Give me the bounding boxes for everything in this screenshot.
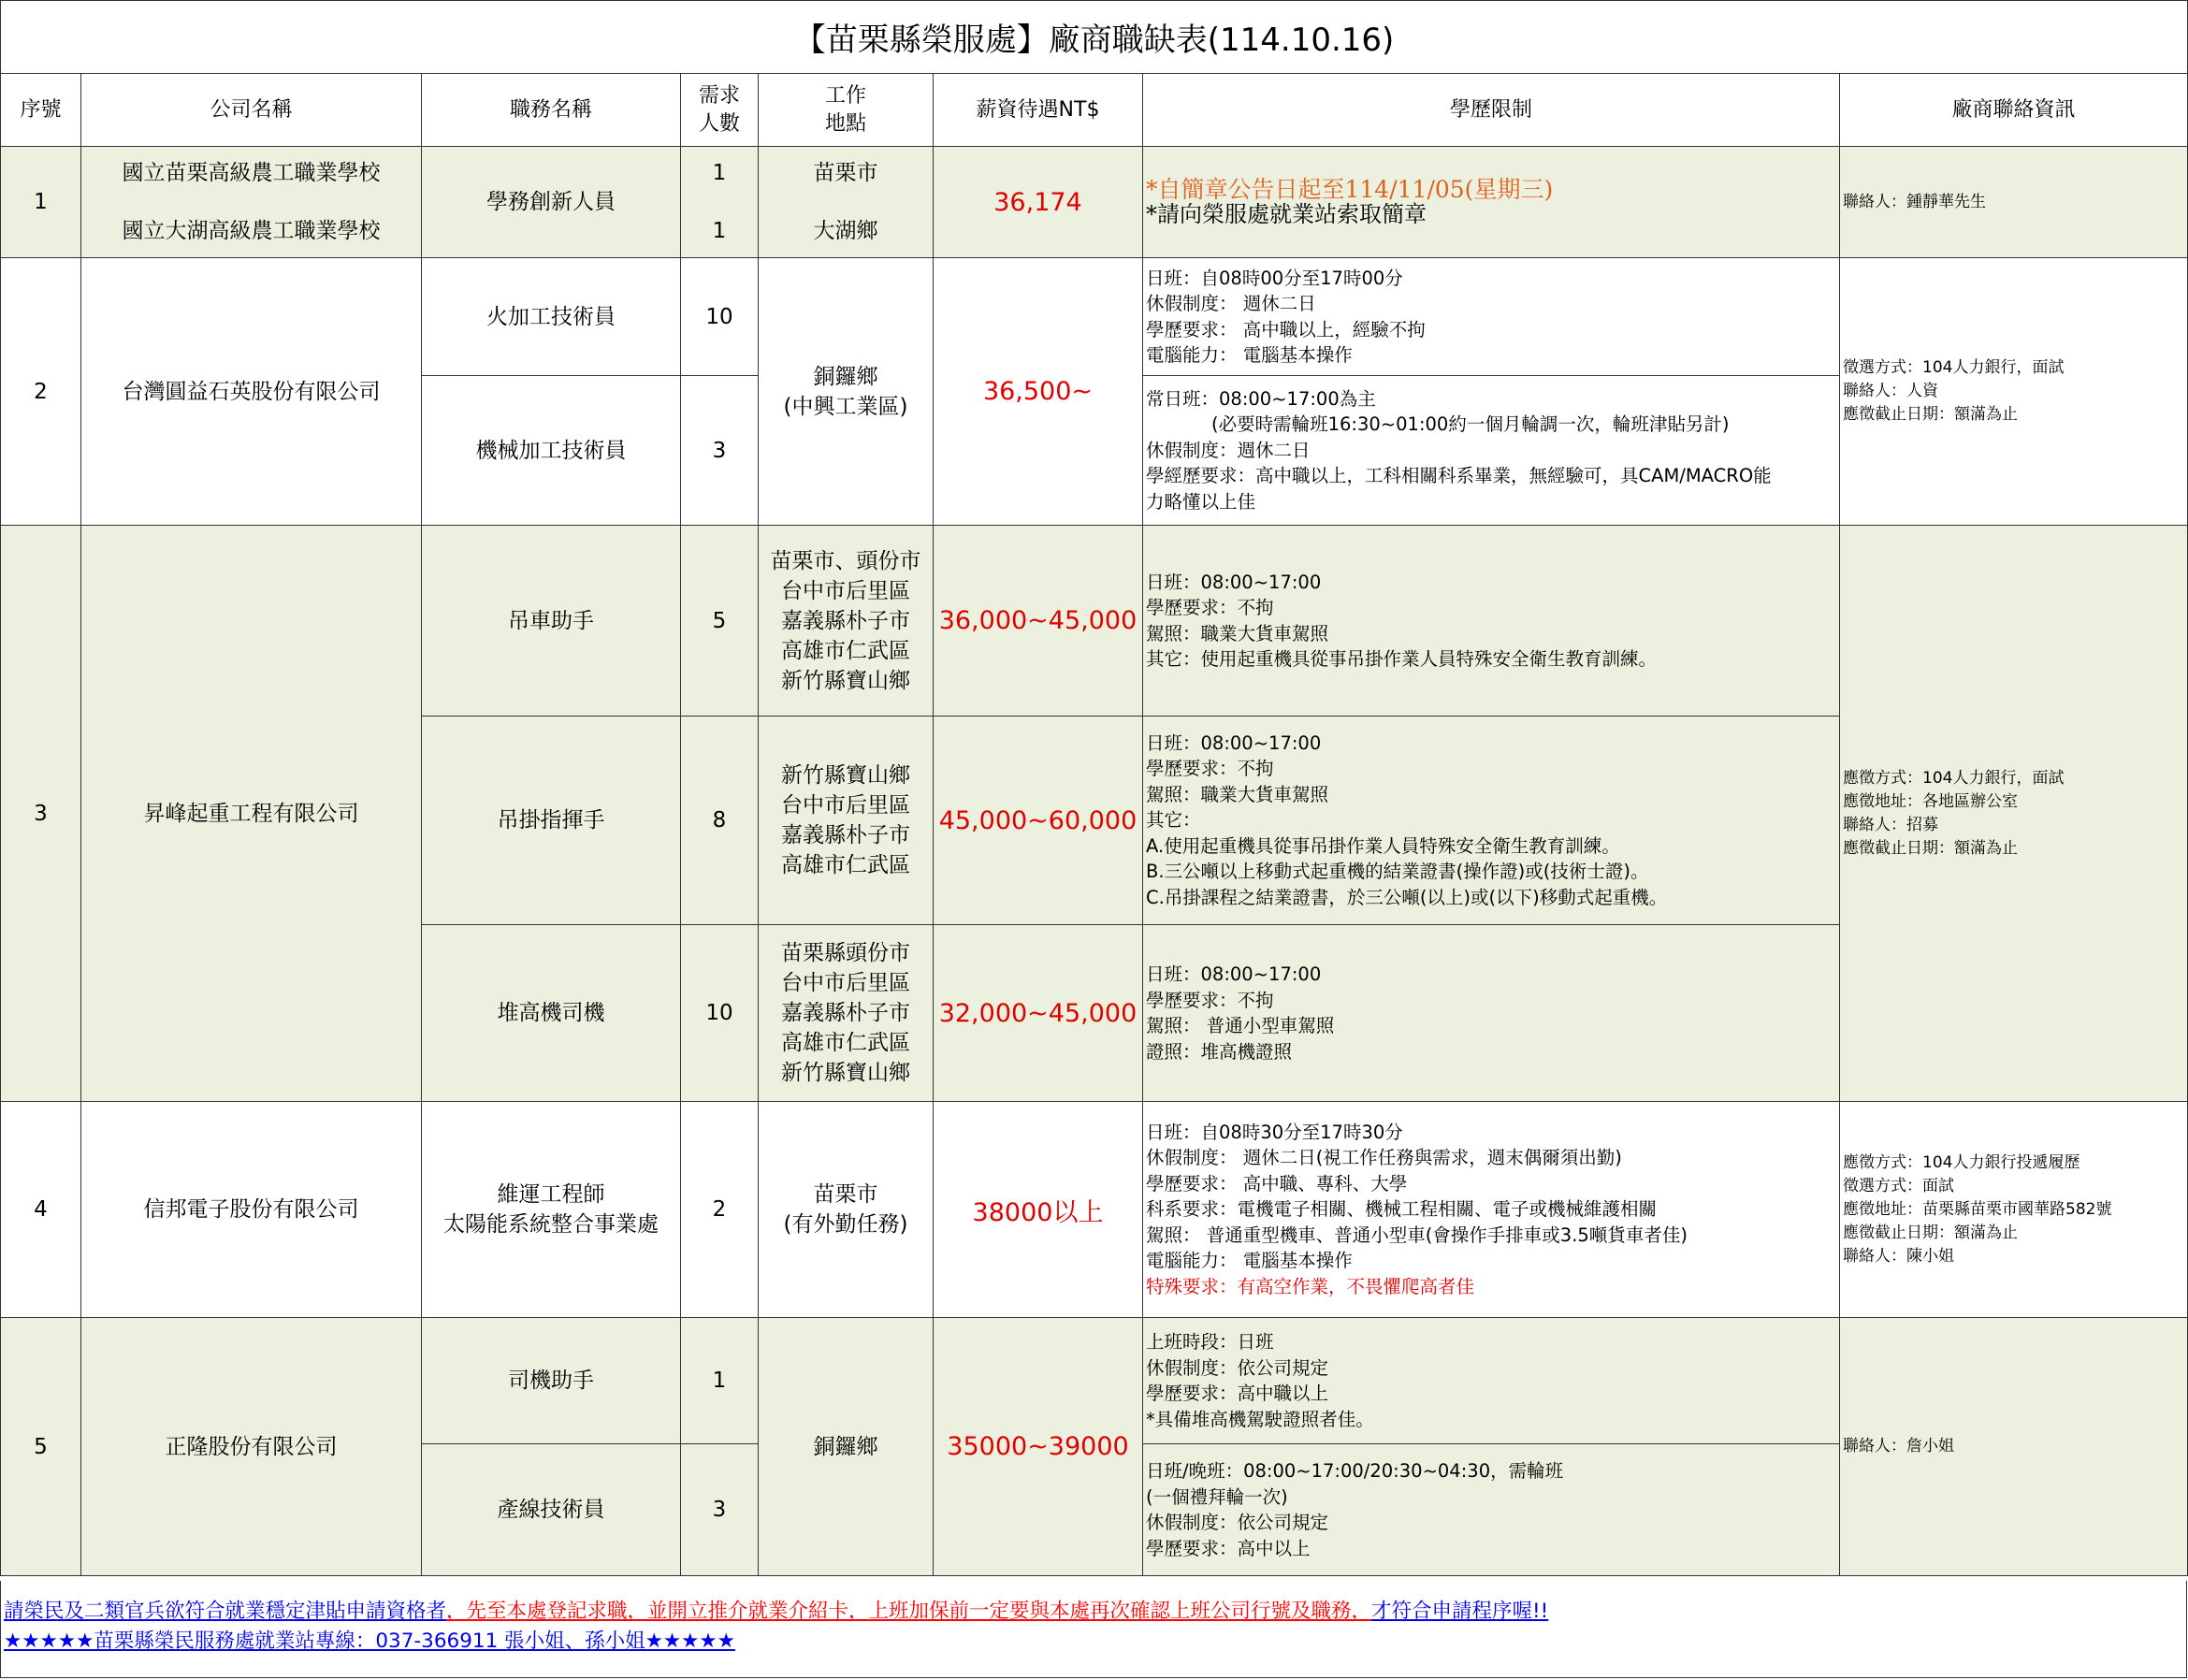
req-line: 休假制度： 週休二日 [1146, 293, 1316, 314]
req-line: 學歷要求：高中職以上 [1146, 1383, 1329, 1404]
req-line: 駕照： 普通小型車駕照 [1146, 1015, 1335, 1036]
req-line: 學歷要求： 高中職以上，經驗不拘 [1146, 318, 1426, 340]
header-location [759, 74, 934, 147]
contact-line: 應徵方式：104人力銀行投遞履歷 [1843, 1152, 2080, 1172]
location-line: 嘉義縣朴子市 [781, 608, 910, 633]
req-line: 駕照：職業大貨車駕照 [1146, 622, 1329, 644]
contact-line: 應徵地址：各地區辦公室 [1843, 791, 2018, 811]
location-line: 苗栗市、頭份市 [770, 548, 921, 573]
header-contact: 廠商聯絡資訊 [1840, 74, 2188, 147]
row-location: 銅鑼鄉 [759, 1318, 934, 1576]
row-count [681, 147, 759, 258]
row-salary: 45,000~60,000 [934, 717, 1143, 925]
header-count-l2: 人數 [698, 111, 740, 136]
row-requirements [1143, 1444, 1840, 1576]
header-count-l1: 需求 [698, 83, 740, 108]
footer-link-text[interactable]: 才符合申請程序喔!! [1371, 1600, 1549, 1623]
contact-line: 徵選方式：104人力銀行，面試 [1843, 358, 2065, 377]
req-line: 證照：堆高機證照 [1146, 1040, 1293, 1063]
location-line: (有外勤任務) [783, 1212, 908, 1237]
req-line: 學歷要求：不拘 [1146, 758, 1274, 780]
row-requirements [1143, 1318, 1840, 1444]
row-seq: 4 [1, 1102, 81, 1318]
req-line: 其它：使用起重機具從事吊掛作業人員特殊安全衛生教育訓練。 [1146, 648, 1658, 670]
req-line: 駕照：職業大貨車駕照 [1146, 783, 1329, 805]
location-line: 新竹縣寶山鄉 [781, 763, 910, 788]
req-line: 休假制度：週休二日 [1146, 439, 1311, 461]
row-requirements [1143, 147, 1840, 258]
count-value: 1 [712, 161, 727, 185]
row-requirements [1143, 1102, 1840, 1318]
req-line: *自簡章公告日起至114/11/05(星期三) [1146, 175, 1554, 203]
req-line: *請向榮服處就業站索取簡章 [1146, 201, 1427, 227]
req-line: 駕照： 普通重型機車、普通小型車(會操作手排車或3.5噸貨車者佳) [1146, 1224, 1688, 1246]
row-job: 學務創新人員 [422, 147, 681, 258]
req-line: 學歷要求： 高中職、專科、大學 [1146, 1172, 1408, 1195]
req-line: 上班時段：日班 [1146, 1331, 1274, 1353]
row-company: 正隆股份有限公司 [81, 1318, 422, 1576]
row-count: 10 [681, 925, 759, 1102]
row-job: 吊車助手 [422, 526, 681, 717]
req-line: 學歷要求：高中以上 [1146, 1537, 1311, 1559]
footer-line-1 [4, 1595, 1548, 1624]
row-requirements [1143, 717, 1840, 925]
req-line: 日班：08:00~17:00 [1146, 571, 1322, 593]
location-line: 台中市后里區 [781, 971, 910, 995]
row-count: 8 [681, 717, 759, 925]
row-requirements [1143, 925, 1840, 1102]
req-line: (一個禮拜輪一次) [1146, 1485, 1288, 1508]
contact-line: 聯絡人：人資 [1843, 382, 1938, 400]
req-line: A.使用起重機具從事吊掛作業人員特殊安全衛生教育訓練。 [1146, 834, 1620, 857]
footer-notice [0, 1581, 2187, 1678]
row-contact [1840, 1102, 2188, 1318]
req-line: 日班：自08時00分至17時00分 [1146, 267, 1403, 289]
row-location [759, 717, 934, 925]
row-job: 堆高機司機 [422, 925, 681, 1102]
row-seq: 1 [1, 147, 81, 258]
count-value: 1 [712, 219, 727, 243]
table-row [1, 258, 2188, 376]
location-line: 苗栗縣頭份市 [781, 941, 910, 965]
job-line: 太陽能系統整合事業處 [443, 1212, 659, 1237]
contact-line: 應徵截止日期：額滿為止 [1843, 838, 2018, 858]
row-company [81, 147, 422, 258]
contact-line: 徵選方式：面試 [1843, 1176, 1954, 1195]
contact-line: 聯絡人：陳小姐 [1843, 1246, 1954, 1266]
header-company: 公司名稱 [81, 74, 422, 147]
location-line: 台中市后里區 [781, 793, 910, 818]
row-job: 火加工技術員 [422, 258, 681, 376]
table-row [1, 1318, 2188, 1444]
company-name: 國立苗栗高級農工職業學校 [122, 161, 381, 185]
row-requirements [1143, 376, 1840, 526]
req-line: 其它： [1146, 809, 1201, 832]
location-value: 苗栗市 [813, 161, 878, 185]
row-salary: 32,000~45,000 [934, 925, 1143, 1102]
row-salary: 38000以上 [934, 1102, 1143, 1318]
contact-line: 應徵地址：苗栗縣苗栗市國華路582號 [1843, 1199, 2112, 1219]
table-row [1, 526, 2188, 717]
req-line: 力略懂以上佳 [1146, 490, 1256, 513]
location-line: 新竹縣寶山鄉 [781, 668, 910, 693]
row-location [759, 526, 934, 717]
req-line: 學歷要求：不拘 [1146, 597, 1274, 618]
location-line: 嘉義縣朴子市 [781, 823, 910, 847]
row-contact: 聯絡人：鍾靜華先生 [1840, 147, 2188, 258]
req-line: 休假制度： 週休二日(視工作任務與需求，週末偶爾須出勤) [1146, 1147, 1622, 1169]
req-line: (必要時需輪班16:30~01:00約一個月輪調一次，輪班津貼另計) [1211, 413, 1730, 436]
req-line: 日班：自08時30分至17時30分 [1146, 1121, 1403, 1143]
table-row [1, 147, 2188, 258]
location-line: 高雄市仁武區 [781, 638, 910, 663]
row-contact [1840, 258, 2188, 526]
req-line: 日班：08:00~17:00 [1146, 731, 1322, 754]
row-count: 10 [681, 258, 759, 376]
header-loc-l2: 地點 [824, 111, 866, 136]
contact-line: 應徵截止日期：額滿為止 [1843, 1223, 2018, 1242]
job-line: 維運工程師 [497, 1182, 605, 1207]
row-location [759, 147, 934, 258]
location-line: 台中市后里區 [781, 578, 910, 603]
row-job: 吊掛指揮手 [422, 717, 681, 925]
req-line: 電腦能力： 電腦基本操作 [1146, 344, 1353, 366]
location-line: 銅鑼鄉 [813, 364, 878, 389]
contact-line: 應徵截止日期：額滿為止 [1843, 405, 2018, 424]
location-value: 大湖鄉 [813, 219, 878, 243]
company-name: 國立大湖高級農工職業學校 [122, 219, 381, 243]
location-line: 高雄市仁武區 [781, 853, 910, 877]
row-company: 台灣圓益石英股份有限公司 [81, 258, 422, 526]
row-salary: 36,000~45,000 [934, 526, 1143, 717]
req-line: C.吊掛課程之結業證書，於三公噸(以上)或(以下)移動式起重機。 [1146, 886, 1668, 908]
footer-link-text[interactable]: 請榮民及二類官兵欲符合就業穩定津貼申請資格者 [4, 1600, 447, 1623]
header-education: 學歷限制 [1143, 74, 1840, 147]
table-row [1, 1102, 2188, 1318]
req-special-line: 特殊要求：有高空作業，不畏懼爬高者佳 [1146, 1275, 1475, 1297]
row-job: 機械加工技術員 [422, 376, 681, 526]
row-location [759, 1102, 934, 1318]
row-count: 3 [681, 1444, 759, 1576]
row-company: 昇峰起重工程有限公司 [81, 526, 422, 1102]
header-seq: 序號 [1, 74, 81, 147]
req-line: 學經歷要求：高中職以上，工科相關科系畢業，無經驗可，具CAM/MACRO能 [1146, 465, 1772, 487]
row-location [759, 258, 934, 526]
header-loc-l1: 工作 [824, 83, 866, 108]
req-line: 日班/晚班：08:00~17:00/20:30~04:30，需輪班 [1146, 1460, 1564, 1482]
sheet-title: 【苗栗縣榮服處】廠商職缺表(114.10.16) [1, 1, 2188, 74]
row-contact [1840, 526, 2188, 1102]
row-seq: 2 [1, 258, 81, 526]
location-line: 苗栗市 [813, 1182, 878, 1207]
location-line: 高雄市仁武區 [781, 1031, 910, 1055]
row-seq: 5 [1, 1318, 81, 1576]
row-requirements [1143, 526, 1840, 717]
row-contact: 聯絡人：詹小姐 [1840, 1318, 2188, 1576]
row-company: 信邦電子股份有限公司 [81, 1102, 422, 1318]
req-line: 常日班：08:00~17:00為主 [1146, 387, 1376, 410]
location-line: 嘉義縣朴子市 [781, 1001, 910, 1025]
req-line: 科系要求：電機電子相關、機械工程相關、電子或機械維護相關 [1146, 1198, 1658, 1221]
req-line: 休假制度：依公司規定 [1146, 1356, 1329, 1379]
footer-warning-text: ，先至本處登記求職，並開立推介就業介紹卡，上班加保前一定要與本處再次確認上班公司行號及職務， [446, 1600, 1372, 1623]
row-location [759, 925, 934, 1102]
contact-line: 聯絡人：招募 [1843, 815, 1938, 834]
row-count: 3 [681, 376, 759, 526]
contact-line: 應徵方式：104人力銀行，面試 [1843, 768, 2065, 788]
row-salary: 36,174 [934, 147, 1143, 258]
row-job: 司機助手 [422, 1318, 681, 1444]
header-row [1, 74, 2188, 147]
row-salary: 36,500~ [934, 258, 1143, 526]
req-line: 休假制度：依公司規定 [1146, 1512, 1329, 1533]
req-line: 電腦能力： 電腦基本操作 [1146, 1250, 1353, 1272]
location-line: 新竹縣寶山鄉 [781, 1061, 910, 1085]
row-requirements [1143, 258, 1840, 376]
row-count: 5 [681, 526, 759, 717]
req-line: 日班：08:00~17:00 [1146, 963, 1322, 985]
header-salary: 薪資待遇NT$ [934, 74, 1143, 147]
row-job [422, 1102, 681, 1318]
row-salary: 35000~39000 [934, 1318, 1143, 1576]
req-line: 學歷要求：不拘 [1146, 989, 1274, 1011]
footer-hotline[interactable]: ★★★★★苗栗縣榮民服務處就業站專線：037-366911 張小姐、孫小姐★★★★★ [4, 1629, 735, 1653]
req-line: B.三公噸以上移動式起重機的結業證書(操作證)或(技術士證)。 [1146, 861, 1649, 883]
row-seq: 3 [1, 526, 81, 1102]
header-count [681, 74, 759, 147]
row-count: 2 [681, 1102, 759, 1318]
row-job: 產線技術員 [422, 1444, 681, 1576]
location-line: (中興工業區) [783, 394, 908, 419]
req-line: *具備堆高機駕駛證照者佳。 [1146, 1408, 1374, 1430]
row-count: 1 [681, 1318, 759, 1444]
header-job: 職務名稱 [422, 74, 681, 147]
